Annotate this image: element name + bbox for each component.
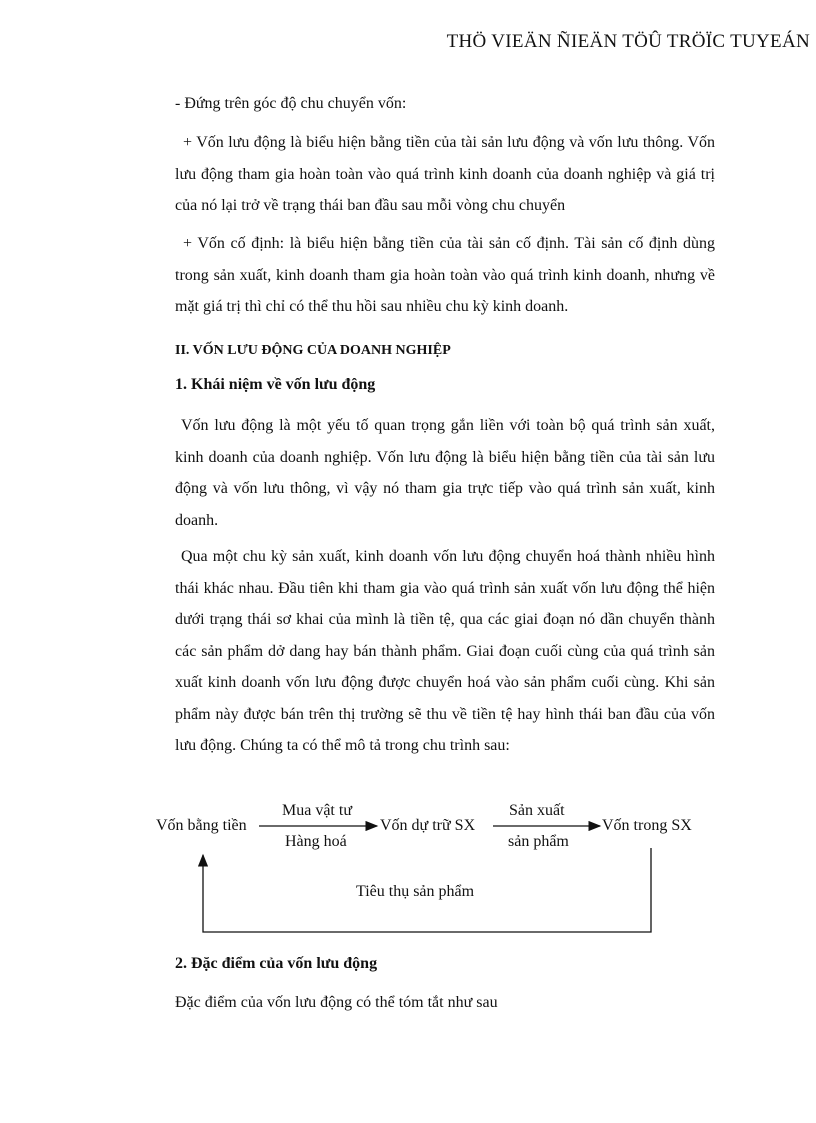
paragraph-cycle: Qua một chu kỳ sản xuất, kinh doanh vốn lưu động chuyển hoá thành nhiều hình thái khác nhau. Đầu tiên khi tham gia vào quá trình sản xuất vốn lưu động thể hiện dưới trạng thái sơ khai của mình là tiền tệ, qua các giai đoạn nó dần chuyển thành các sản phẩm dở dang hay bán thành phẩm. Giai đoạn cuối cùng của quá trình sản xuất kinh doanh vốn lưu động được chuyển hoá vào sản phẩm cuối cùng. Khi sản phẩm này được bán trên thị trường sẽ thu về tiền tệ hay hình thái ban đầu của vốn lưu động. Chúng ta có thể mô tả trong chu trình sau: [175,548,715,754]
edge-label-goods: Hàng hoá [285,833,347,850]
subsection-title-concept: 1. Khái niệm về vốn lưu động [175,376,376,393]
paragraph-concept: Vốn lưu động là một yếu tố quan trọng gắn liền với toàn bộ quá trình sản xuất, kinh doanh của doanh nghiệp. Vốn lưu động là biểu hiện bằng tiền của tài sản lưu động và vốn lưu thông, vì vậy nó tham gia trực tiếp vào quá trình sản xuất, kinh doanh. [175,417,715,529]
section-title: II. VỐN LƯU ĐỘNG CỦA DOANH NGHIỆP [175,343,451,358]
paragraph-fixed-capital: + Vốn cố định: là biểu hiện bằng tiền của tài sản cố định. Tài sản cố định dùng trong sản xuất, kinh doanh tham gia hoàn toàn vào quá trình kinh doanh, nhưng về mặt giá trị thì chỉ có thể thu hồi sau nhiều chu kỳ kinh doanh. [175,235,715,315]
edge-label-production: Sản xuất [509,802,565,819]
edge-label-product: sản phẩm [508,833,569,850]
subsection-title-characteristics: 2. Đặc điểm của vốn lưu động [175,955,378,972]
library-header: THÖ VIEÄN ÑIEÄN TÖÛ TRÖÏC TUYEÁN [446,31,810,52]
edge-label-buy-materials: Mua vật tư [282,802,352,819]
node-reserve-capital: Vốn dự trữ SX [380,817,476,834]
paragraph-working-capital: + Vốn lưu động là biểu hiện bằng tiền của tài sản lưu động và vốn lưu thông. Vốn lưu động tham gia hoàn toàn vào quá trình kinh doanh của doanh nghiệp và giá trị của nó lại trở về trạng thái ban đầu sau mỗi vòng chu chuyển [175,134,715,214]
return-label-sales: Tiêu thụ sản phẩm [356,883,475,900]
intro-line: - Đứng trên góc độ chu chuyển vốn: [175,95,407,112]
node-production-capital: Vốn trong SX [602,817,692,834]
paragraph-characteristics: Đặc điểm của vốn lưu động có thể tóm tắt như sau [175,994,498,1011]
node-cash-capital: Vốn bằng tiền [156,817,247,834]
